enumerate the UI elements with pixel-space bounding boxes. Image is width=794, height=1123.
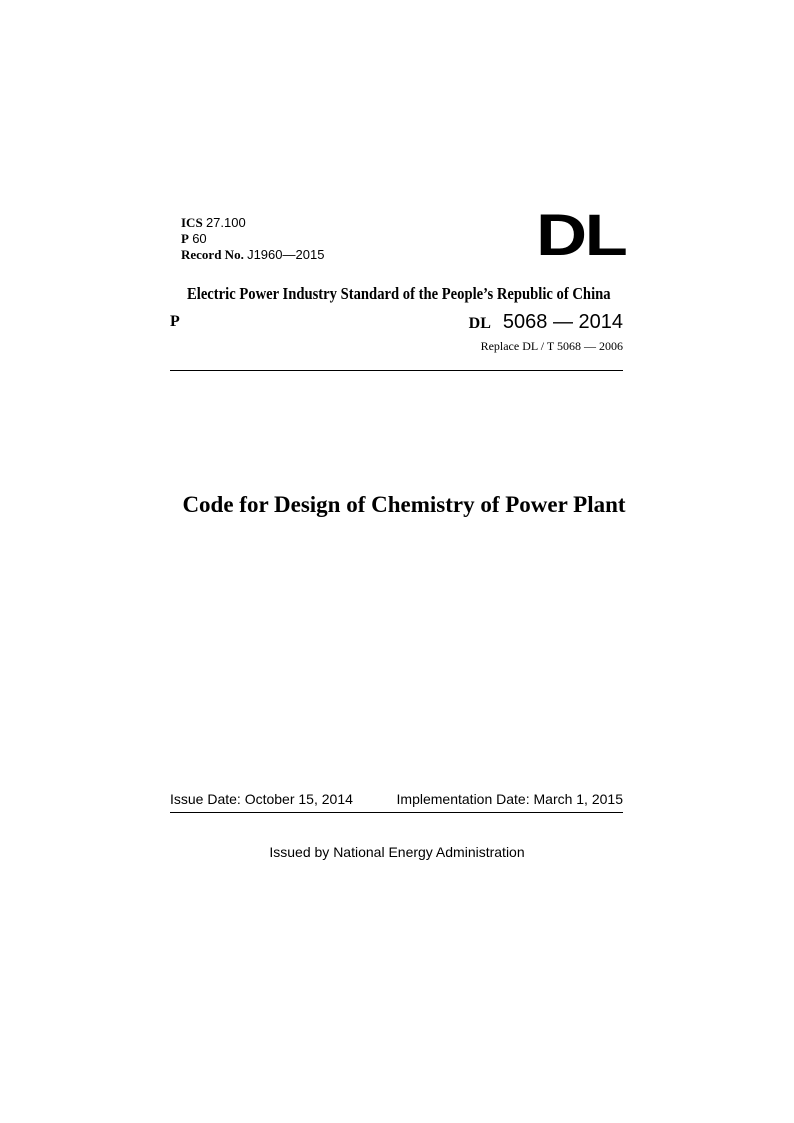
replace-note: Replace DL / T 5068 — 2006 [480, 339, 623, 353]
class-value: 60 [192, 231, 207, 246]
record-line [181, 247, 324, 263]
record-label: Record No. [181, 247, 244, 262]
standard-prefix: DL [468, 315, 491, 332]
record-value: J1960—2015 [247, 247, 325, 262]
category-code: P [170, 313, 180, 330]
ics-line [181, 215, 324, 231]
issue-date: Issue Date: October 15, 2014 [170, 791, 353, 807]
classification-block [181, 215, 324, 263]
class-line [181, 231, 324, 247]
standard-code: 5068 — 2014 [502, 311, 623, 333]
ics-value: 27.100 [205, 215, 246, 230]
top-divider [170, 370, 623, 371]
standard-number [469, 311, 623, 334]
implementation-date: Implementation Date: March 1, 2015 [396, 791, 623, 807]
bottom-divider [170, 812, 623, 813]
document-title: Code for Design of Chemistry of Power Plant [182, 492, 626, 517]
ics-label: ICS [181, 215, 203, 230]
industry-heading: Electric Power Industry Standard of the People’s Republic of China [187, 284, 611, 303]
class-label: P [181, 231, 189, 246]
dl-logo: DL [536, 203, 626, 268]
issuing-authority: Issued by National Energy Administration [269, 844, 525, 860]
